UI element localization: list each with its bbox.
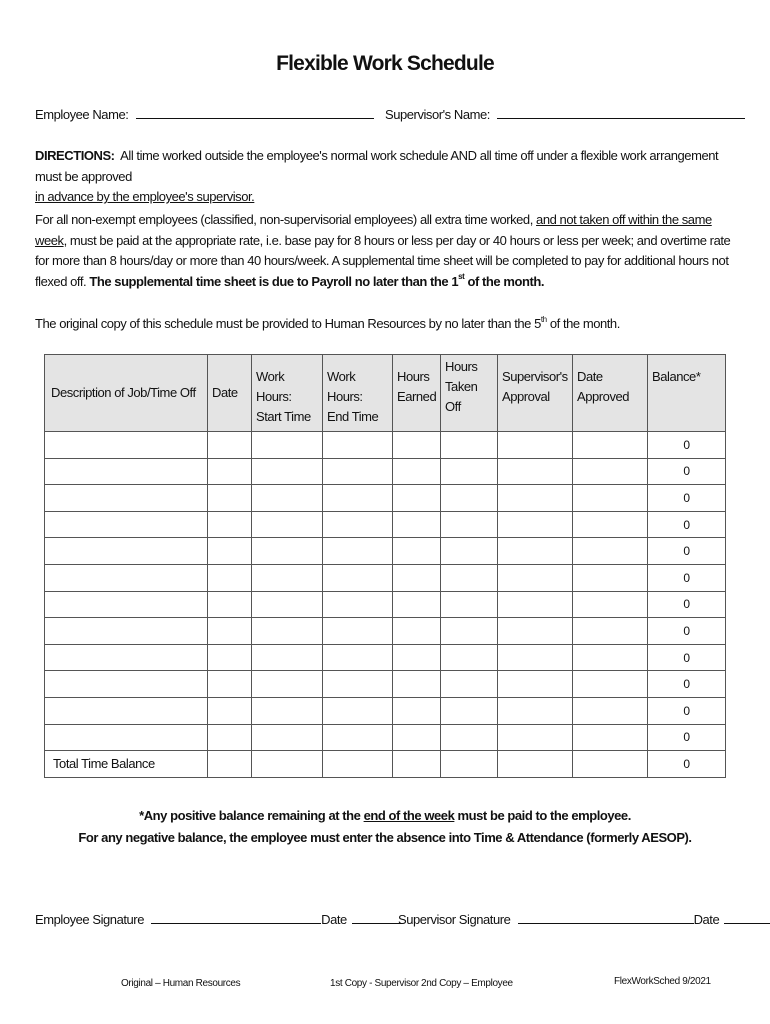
employee-date-label: Date <box>321 912 347 927</box>
table-row <box>45 591 726 618</box>
total-empty-cell <box>252 751 323 778</box>
total-empty-cell <box>323 751 393 778</box>
end-time-cell[interactable] <box>323 538 393 565</box>
total-empty-cell <box>393 751 441 778</box>
hr-deadline-paragraph: The original copy of this schedule must be provided to Human Resources by no later than the 5th of the month. <box>35 314 620 331</box>
header-hours-earned: Hours Earned <box>393 355 441 432</box>
start-time-cell[interactable] <box>252 564 323 591</box>
header-supervisor-approval: Supervisor's Approval <box>498 355 573 432</box>
end-time-cell[interactable] <box>323 724 393 751</box>
date-cell[interactable] <box>208 485 252 512</box>
header-date: Date <box>208 355 252 432</box>
hours-taken-cell[interactable] <box>441 671 498 698</box>
supervisor-name-row <box>385 107 745 122</box>
employee-signature-row <box>35 912 402 927</box>
date-approved-cell[interactable] <box>573 511 648 538</box>
date-cell[interactable] <box>208 591 252 618</box>
hours-earned-cell[interactable] <box>393 538 441 565</box>
start-time-cell[interactable] <box>252 724 323 751</box>
total-balance-value: 0 <box>648 751 726 778</box>
date-cell[interactable] <box>208 724 252 751</box>
header-start-time: Work Hours: Start Time <box>252 355 323 432</box>
start-time-cell[interactable] <box>252 538 323 565</box>
hours-earned-cell[interactable] <box>393 724 441 751</box>
description-cell[interactable] <box>45 671 208 698</box>
description-cell[interactable] <box>45 644 208 671</box>
overtime-text-1: For all non-exempt employees (classified, non-supervisorial employees) all extra time worked, <box>35 212 533 227</box>
end-time-cell[interactable] <box>323 618 393 645</box>
hours-earned-cell[interactable] <box>393 458 441 485</box>
balance-cell: 0 <box>648 591 726 618</box>
directions-label: DIRECTIONS: <box>35 148 115 163</box>
date-cell[interactable] <box>208 644 252 671</box>
employee-signature-label: Employee Signature <box>35 912 144 927</box>
end-time-cell[interactable] <box>323 671 393 698</box>
employee-signature-field[interactable] <box>151 912 321 924</box>
date-approved-cell[interactable] <box>573 538 648 565</box>
supervisor-date-field[interactable] <box>724 912 770 924</box>
hours-earned-cell[interactable] <box>393 697 441 724</box>
table-row <box>45 511 726 538</box>
hours-earned-cell[interactable] <box>393 671 441 698</box>
table-row <box>45 697 726 724</box>
hours-taken-cell[interactable] <box>441 538 498 565</box>
supervisor-signature-label: Supervisor Signature <box>398 912 511 927</box>
description-cell[interactable] <box>45 724 208 751</box>
table-header-row <box>45 355 726 432</box>
hours-taken-cell[interactable] <box>441 697 498 724</box>
end-time-cell[interactable] <box>323 644 393 671</box>
total-time-balance-label: Total Time Balance <box>45 751 208 778</box>
hours-earned-cell[interactable] <box>393 564 441 591</box>
schedule-table <box>44 354 726 778</box>
supervisor-approval-cell[interactable] <box>498 724 573 751</box>
balance-cell: 0 <box>648 511 726 538</box>
end-of-week-emphasis: end of the week <box>363 808 455 823</box>
description-cell[interactable] <box>45 618 208 645</box>
supervisor-approval-cell[interactable] <box>498 458 573 485</box>
balance-cell: 0 <box>648 618 726 645</box>
start-time-cell[interactable] <box>252 697 323 724</box>
start-time-cell[interactable] <box>252 432 323 459</box>
directions-text-underlined: in advance by the employee's supervisor. <box>35 189 255 204</box>
start-time-cell[interactable] <box>252 591 323 618</box>
description-cell[interactable] <box>45 538 208 565</box>
hours-taken-cell[interactable] <box>441 644 498 671</box>
directions-text: All time worked outside the employee's normal work schedule AND all time off under a flexible work arrangement must be approved <box>35 148 719 184</box>
balance-cell: 0 <box>648 564 726 591</box>
end-time-cell[interactable] <box>323 511 393 538</box>
date-approved-cell[interactable] <box>573 564 648 591</box>
total-empty-cell <box>498 751 573 778</box>
header-end-time: Work Hours: End Time <box>323 355 393 432</box>
table-row <box>45 724 726 751</box>
description-cell[interactable] <box>45 591 208 618</box>
total-empty-cell <box>441 751 498 778</box>
date-cell[interactable] <box>208 618 252 645</box>
date-approved-cell[interactable] <box>573 618 648 645</box>
date-approved-cell[interactable] <box>573 697 648 724</box>
supervisor-name-field[interactable] <box>497 107 745 119</box>
date-approved-cell[interactable] <box>573 671 648 698</box>
table-row <box>45 671 726 698</box>
footer-original: Original – Human Resources <box>121 978 241 989</box>
hours-earned-cell[interactable] <box>393 432 441 459</box>
supervisor-approval-cell[interactable] <box>498 564 573 591</box>
hours-taken-cell[interactable] <box>441 511 498 538</box>
start-time-cell[interactable] <box>252 458 323 485</box>
positive-balance-note: *Any positive balance remaining at the end of the week must be paid to the employee. <box>139 808 631 823</box>
date-approved-cell[interactable] <box>573 458 648 485</box>
balance-cell: 0 <box>648 671 726 698</box>
supervisor-approval-cell[interactable] <box>498 591 573 618</box>
description-cell[interactable] <box>45 485 208 512</box>
hours-taken-cell[interactable] <box>441 591 498 618</box>
date-approved-cell[interactable] <box>573 591 648 618</box>
header-description: Description of Job/Time Off <box>45 355 208 432</box>
overtime-text-2: , must be paid at the appropriate rate, i.e. base pay for 8 hours or less per day or 40 hours or less per week; and overtime rate for more than 8 hours/day or more than 40 hours/week. A supplemental time sheet will be completed to pay for additional hours not flexed off. <box>35 232 731 289</box>
supervisor-signature-field[interactable] <box>518 912 694 924</box>
date-cell[interactable] <box>208 671 252 698</box>
hours-earned-cell[interactable] <box>393 644 441 671</box>
footer-second-copy: 2nd Copy – Employee <box>421 978 513 989</box>
supervisor-approval-cell[interactable] <box>498 485 573 512</box>
end-time-cell[interactable] <box>323 432 393 459</box>
header-date-approved: Date Approved <box>573 355 648 432</box>
total-empty-cell <box>208 751 252 778</box>
table-row <box>45 538 726 565</box>
header-hours-taken-off: Hours Taken Off <box>441 355 498 432</box>
description-cell[interactable] <box>45 564 208 591</box>
hours-earned-cell[interactable] <box>393 485 441 512</box>
description-cell[interactable] <box>45 697 208 724</box>
description-cell[interactable] <box>45 432 208 459</box>
date-cell[interactable] <box>208 458 252 485</box>
table-row <box>45 564 726 591</box>
supervisor-approval-cell[interactable] <box>498 511 573 538</box>
hours-earned-cell[interactable] <box>393 618 441 645</box>
start-time-cell[interactable] <box>252 618 323 645</box>
supervisor-approval-cell[interactable] <box>498 618 573 645</box>
start-time-cell[interactable] <box>252 485 323 512</box>
balance-cell: 0 <box>648 644 726 671</box>
end-time-cell[interactable] <box>323 564 393 591</box>
balance-cell: 0 <box>648 432 726 459</box>
supervisor-approval-cell[interactable] <box>498 538 573 565</box>
start-time-cell[interactable] <box>252 644 323 671</box>
total-row <box>45 751 726 778</box>
hours-taken-cell[interactable] <box>441 564 498 591</box>
date-cell[interactable] <box>208 697 252 724</box>
table-row <box>45 485 726 512</box>
supervisor-approval-cell[interactable] <box>498 671 573 698</box>
description-cell[interactable] <box>45 511 208 538</box>
end-time-cell[interactable] <box>323 485 393 512</box>
description-cell[interactable] <box>45 458 208 485</box>
date-approved-cell[interactable] <box>573 644 648 671</box>
hours-taken-cell[interactable] <box>441 724 498 751</box>
header-balance: Balance* <box>648 355 726 432</box>
end-time-cell[interactable] <box>323 591 393 618</box>
supervisor-approval-cell[interactable] <box>498 644 573 671</box>
start-time-cell[interactable] <box>252 671 323 698</box>
footer-first-copy: 1st Copy - Supervisor <box>330 978 419 989</box>
hours-taken-cell[interactable] <box>441 485 498 512</box>
balance-cell: 0 <box>648 458 726 485</box>
hours-earned-cell[interactable] <box>393 511 441 538</box>
date-approved-cell[interactable] <box>573 485 648 512</box>
footer-form-id: FlexWorkSched 9/2021 <box>614 976 711 987</box>
supervisor-approval-cell[interactable] <box>498 432 573 459</box>
hours-taken-cell[interactable] <box>441 432 498 459</box>
hours-taken-cell[interactable] <box>441 618 498 645</box>
start-time-cell[interactable] <box>252 511 323 538</box>
table-row <box>45 458 726 485</box>
hours-taken-cell[interactable] <box>441 458 498 485</box>
total-empty-cell <box>573 751 648 778</box>
date-approved-cell[interactable] <box>573 724 648 751</box>
table-row <box>45 432 726 459</box>
employee-name-field[interactable] <box>136 107 374 119</box>
overtime-paragraph <box>35 210 735 292</box>
balance-cell: 0 <box>648 538 726 565</box>
balance-cell: 0 <box>648 724 726 751</box>
form-title: Flexible Work Schedule <box>276 52 494 75</box>
date-cell[interactable] <box>208 538 252 565</box>
employee-name-row <box>35 107 374 122</box>
supervisor-date-label: Date <box>693 912 720 927</box>
negative-balance-note: For any negative balance, the employee must enter the absence into Time & Attendance (formerly AESOP). <box>78 830 692 845</box>
table-row <box>45 618 726 645</box>
end-time-cell[interactable] <box>323 697 393 724</box>
supervisor-approval-cell[interactable] <box>498 697 573 724</box>
date-cell[interactable] <box>208 511 252 538</box>
balance-cell: 0 <box>648 697 726 724</box>
employee-date-field[interactable] <box>352 912 402 924</box>
hours-earned-cell[interactable] <box>393 591 441 618</box>
directions-paragraph <box>35 146 735 208</box>
end-time-cell[interactable] <box>323 458 393 485</box>
table-row <box>45 644 726 671</box>
date-approved-cell[interactable] <box>573 432 648 459</box>
balance-cell: 0 <box>648 485 726 512</box>
overtime-text-underlined: and not taken off within the same week <box>35 212 712 248</box>
date-cell[interactable] <box>208 432 252 459</box>
supervisor-signature-row <box>398 912 770 927</box>
employee-name-label: Employee Name: <box>35 107 129 122</box>
payroll-deadline: The supplemental time sheet is due to Payroll no later than the 1st of the month. <box>89 272 544 289</box>
date-cell[interactable] <box>208 564 252 591</box>
supervisor-name-label: Supervisor's Name: <box>385 107 490 122</box>
